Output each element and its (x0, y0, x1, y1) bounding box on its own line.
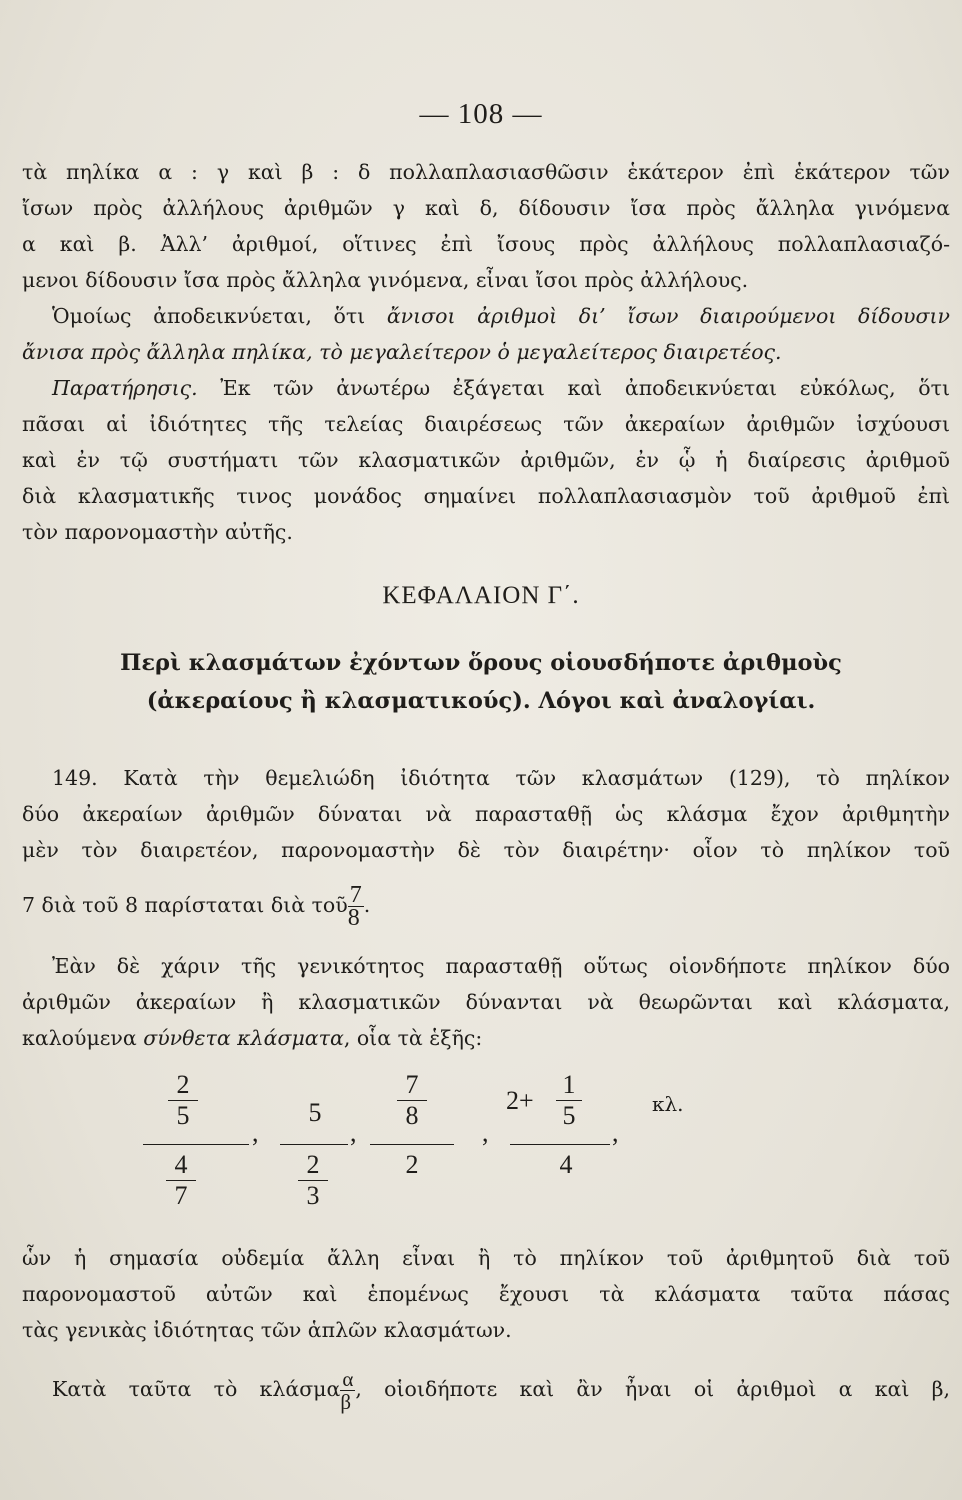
fraction-numerator: α (342, 1367, 354, 1391)
text-line: τὰ πηλίκα α : γ καὶ β : δ πολλαπλασιασθῶσιν ἑκάτερον ἐπὶ ἑκάτερον τῶν (22, 160, 950, 184)
fraction-f1-main-bar (143, 1144, 249, 1145)
fraction-numerator: 7 (349, 882, 362, 908)
text-line: πᾶσαι αἱ ἰδιότητες τῆς τελείας διαιρέσεως τῶν ἀκεραίων ἀριθμῶν ἰσχύουσι (22, 412, 950, 436)
remark-label: Παρατήρησις. (52, 376, 198, 400)
text-line: ἴσων πρὸς ἀλλήλους ἀριθμῶν γ καὶ δ, δίδουσιν ἴσα πρὸς ἄλληλα γινόμενα (22, 196, 950, 220)
text-line (22, 884, 950, 929)
italic-text-line: ἄνισα πρὸς ἄλληλα πηλίκα, τὸ μεγαλείτερον ὁ μεγαλείτερος διαιρετέος. (22, 340, 782, 364)
fraction-f4-den: 4 (559, 1150, 573, 1179)
chapter-title: ΚΕΦΑΛΑΙΟΝ Γ΄. (382, 582, 580, 609)
text-line: καὶ ἐν τῷ συστήματι τῶν κλασματικῶν ἀριθμῶν, ἐν ᾧ ἡ διαίρεσις ἀριθμοῦ (22, 448, 950, 472)
fraction-f3-main-bar (370, 1144, 454, 1145)
text-span: Ἐκ τῶν ἀνωτέρω ἐξάγεται καὶ ἀποδεικνύεται εὐκόλως, ὅτι (197, 376, 950, 400)
text-line: Ἐὰν δὲ χάριν τῆς γενικότητος παρασταθῇ οὕτως οἱονδήποτε πηλίκον δύο (52, 954, 950, 978)
fraction (340, 1368, 355, 1413)
fraction-f1-numerator (168, 1070, 198, 1131)
text-line: παρονομαστοῦ αὐτῶν καὶ ἑπομένως ἔχουσι τὰ κλάσματα ταῦτα πάσας (22, 1282, 950, 1306)
fraction-f2-den-den: 3 (306, 1181, 320, 1210)
text-span: . (363, 893, 371, 917)
fraction-f2-num: 5 (308, 1098, 322, 1127)
comma: , (252, 1118, 259, 1147)
fraction-f4-denominator (551, 1150, 581, 1180)
comma: , (350, 1118, 357, 1147)
text-span: , οἱοιδήποτε καὶ ἂν ἦναι οἱ ἀριθμοὶ α καὶ β, (355, 1377, 950, 1401)
fraction-f4-main-bar (510, 1144, 610, 1145)
fraction-f2-main-bar (280, 1144, 348, 1145)
section-heading-line: (ἀκεραίους ἢ κλασματικούς). Λόγοι καὶ ἀναλογίαι. (146, 688, 816, 714)
fraction-f2-denominator (298, 1150, 328, 1211)
text-span: Ὁμοίως ἀποδεικνύεται, ὅτι (52, 304, 387, 328)
text-line (52, 1368, 950, 1413)
fraction-f1-denominator (166, 1150, 196, 1211)
fraction-f1-num-den: 5 (176, 1101, 190, 1130)
fraction-f3-den: 2 (405, 1150, 419, 1179)
text-line: τὸν παρονομαστὴν αὐτῆς. (22, 520, 293, 544)
fraction-f4-num-num: 1 (556, 1070, 582, 1101)
text-span: 7 διὰ τοῦ 8 παρίσταται διὰ τοῦ (22, 893, 348, 917)
text-line: τὰς γενικὰς ἰδιότητας τῶν ἁπλῶν κλασμάτων. (22, 1318, 512, 1342)
text-line: 149. Κατὰ τὴν θεμελιώδη ἰδιότητα τῶν κλασμάτων (129), τὸ πηλίκον (52, 766, 950, 790)
section-heading-line: Περὶ κλασμάτων ἐχόντων ὅρους οἱουσδήποτε ἀριθμοὺς (120, 650, 842, 676)
fraction-f3-numerator (397, 1070, 427, 1131)
fraction-f1-num-num: 2 (168, 1070, 198, 1101)
fraction-f1-den-num: 4 (166, 1150, 196, 1181)
text-line (52, 374, 950, 402)
etc-abbrev: κλ. (652, 1092, 684, 1116)
fraction (348, 884, 364, 929)
italic-text: σύνθετα κλάσματα (143, 1026, 344, 1050)
fraction-f4-small-frac (556, 1070, 582, 1131)
italic-text: ἄνισοι ἀριθμοὶ δι’ ἴσων διαιρούμενοι δίδουσιν (386, 304, 951, 328)
fraction-f3-num-den: 8 (405, 1101, 419, 1130)
comma: , (612, 1118, 619, 1147)
page-number: — 108 — (419, 98, 543, 130)
text-line: ἀριθμῶν ἀκεραίων ἢ κλασματικῶν δύνανται νὰ θεωρῶνται καὶ κλάσματα, (22, 990, 950, 1014)
fraction-f4-num-den: 5 (562, 1101, 576, 1130)
comma: , (482, 1118, 489, 1147)
fraction-denominator: 8 (347, 905, 360, 931)
text-line: μὲν τὸν διαιρετέον, παρονομαστὴν δὲ τὸν διαιρέτην· οἷον τὸ πηλίκον τοῦ (22, 838, 950, 862)
text-span: καλούμενα (22, 1026, 144, 1050)
text-line: α καὶ β. Ἀλλ’ ἀριθμοί, οἵτινες ἐπὶ ἴσους πρὸς ἀλλήλους πολλαπλασιαζό- (22, 232, 950, 256)
fraction-f2-den-num: 2 (298, 1150, 328, 1181)
text-line: διὰ κλασματικῆς τινος μονάδος σημαίνει πολλαπλασιασμὸν τοῦ ἀριθμοῦ ἐπὶ (22, 484, 950, 508)
fraction-f4-int: 2+ (506, 1086, 534, 1115)
fraction-f2-numerator (300, 1098, 330, 1128)
fraction-denominator: β (340, 1390, 352, 1414)
fraction-f3-num-num: 7 (397, 1070, 427, 1101)
text-line: δύο ἀκεραίων ἀριθμῶν δύναται νὰ παρασταθῇ ὡς κλάσμα ἔχον ἀριθμητὴν (22, 802, 950, 826)
text-line: ὧν ἡ σημασία οὐδεμία ἄλλη εἶναι ἢ τὸ πηλίκον τοῦ ἀριθμητοῦ διὰ τοῦ (22, 1246, 950, 1270)
fraction-f1-den-den: 7 (174, 1181, 188, 1210)
text-line (22, 1024, 950, 1052)
text-line (52, 302, 950, 330)
text-span: , οἷα τὰ ἑξῆς: (343, 1026, 483, 1050)
text-line: μενοι δίδουσιν ἴσα πρὸς ἄλληλα γινόμενα, εἶναι ἴσοι πρὸς ἀλλήλους. (22, 268, 749, 292)
text-span: Κατὰ ταῦτα τὸ κλάσμα (52, 1377, 341, 1401)
fraction-f3-denominator (397, 1150, 427, 1180)
